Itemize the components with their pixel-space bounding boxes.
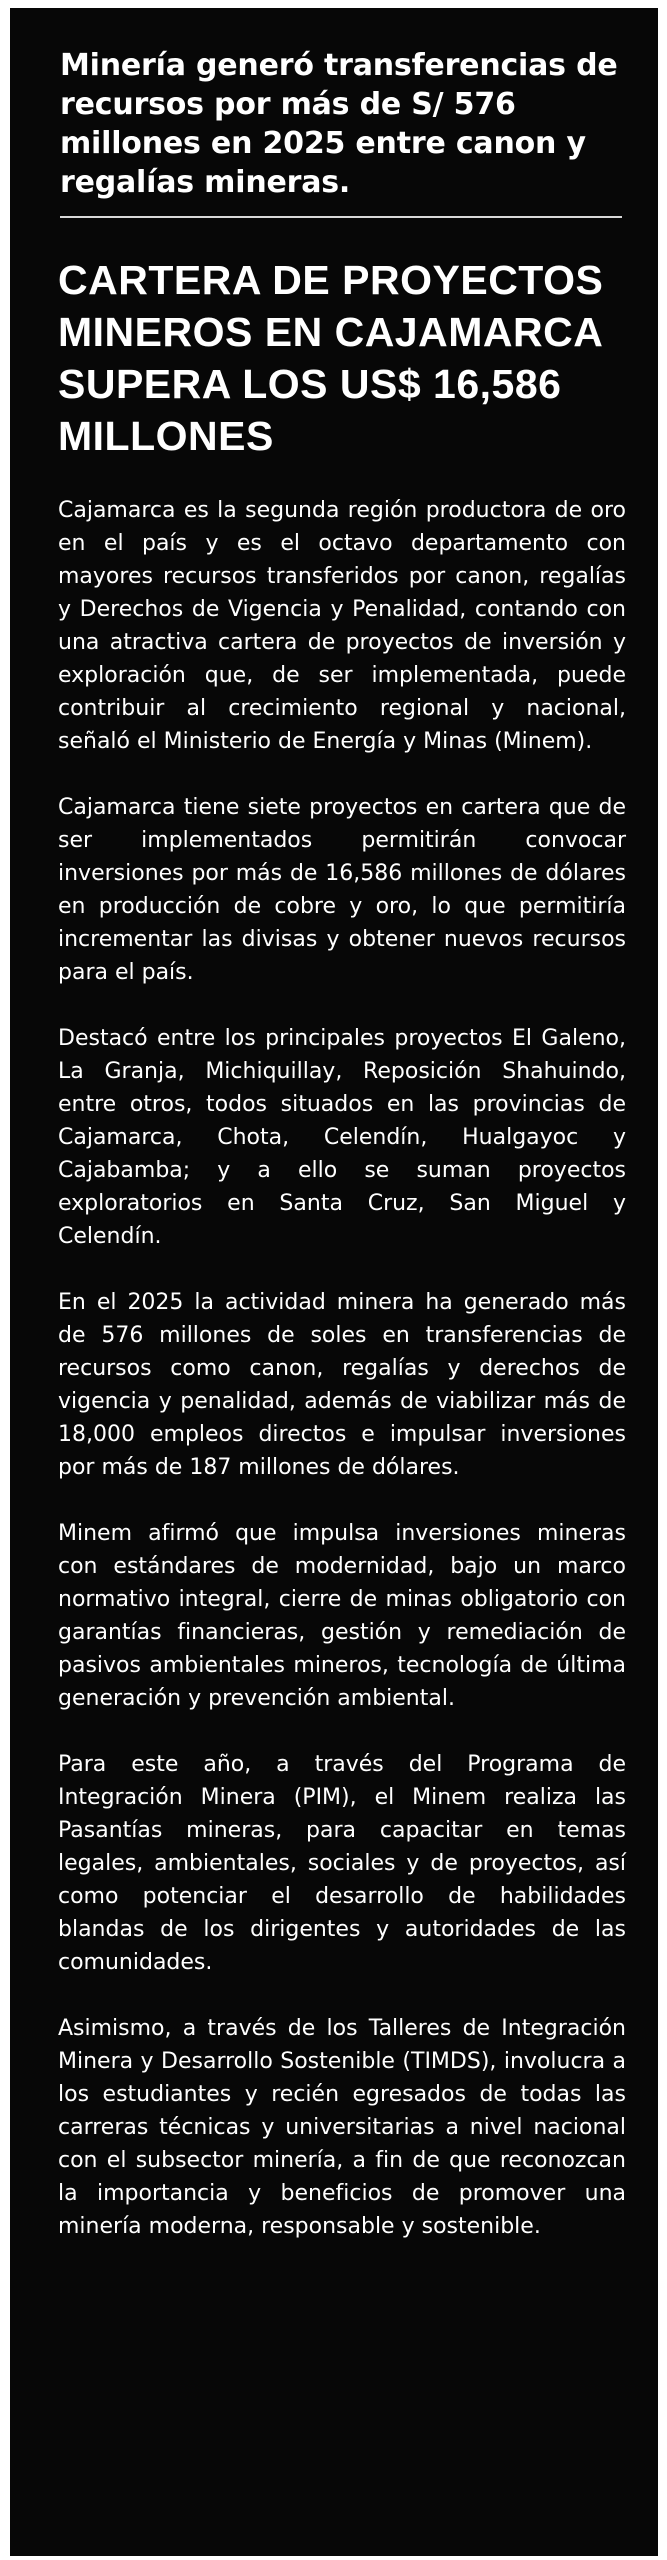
paragraph-4: En el 2025 la actividad minera ha generado más de 576 millones de soles en transferencias de recursos como canon, regalías y derechos de vigencia y penalidad, además de viabilizar más de 18,000 empleos directos e impulsar inversiones por más de 187 millones de dólares. xyxy=(58,1290,626,1480)
paragraph-7: Asimismo, a través de los Talleres de Integración Minera y Desarrollo Sostenible (TIMDS), involucra a los estudiantes y recién egresados de todas las carreras técnicas y universitarias a nivel nacional con el subsector minería, a fin de que reconozcan la importancia y beneficios de promover una minería moderna, responsable y sostenible. xyxy=(58,2016,626,2239)
article-kicker: Minería generó transferencias de recursos por más de S/ 576 millones en 2025 entre canon y regalías mineras. xyxy=(60,48,618,200)
article-panel xyxy=(10,8,658,2556)
divider-rule xyxy=(60,216,622,218)
paragraph-6: Para este año, a través del Programa de Integración Minera (PIM), el Minem realiza las Pasantías mineras, para capacitar en temas legales, ambientales, sociales y de proyectos, así como potenciar el desarrollo de habilidades blandas de los dirigentes y autoridades de las comunidades. xyxy=(58,1752,626,1975)
paragraph-5: Minem afirmó que impulsa inversiones mineras con estándares de modernidad, bajo un marco normativo integral, cierre de minas obligatorio con garantías financieras, gestión y remediación de pasivos ambientales mineros, tecnología de última generación y prevención ambiental. xyxy=(58,1521,626,1711)
article-headline: CARTERA DE PROYECTOS MINEROS EN CAJAMARCA SUPERA LOS US$ 16,586 MILLONES xyxy=(58,257,604,459)
paragraph-3: Destacó entre los principales proyectos El Galeno, La Granja, Michiquillay, Reposición Shahuindo, entre otros, todos situados en las provincias de Cajamarca, Chota, Celendín, Hualgayoc y Cajabamba; y a ello se suman proyectos exploratorios en Santa Cruz, San Miguel y Celendín. xyxy=(58,1026,626,1249)
paragraph-2: Cajamarca tiene siete proyectos en cartera que de ser implementados permitirán convocar inversiones por más de 16,586 millones de dólares en producción de cobre y oro, lo que permitiría incrementar las divisas y obtener nuevos recursos para el país. xyxy=(58,795,626,985)
paragraph-1: Cajamarca es la segunda región productora de oro en el país y es el octavo departamento con mayores recursos transferidos por canon, regalías y Derechos de Vigencia y Penalidad, contando con una atractiva cartera de proyectos de inversión y exploración que, de ser implementada, puede contribuir al crecimiento regional y nacional, señaló el Ministerio de Energía y Minas (Minem). xyxy=(58,498,626,754)
article-body xyxy=(58,494,626,2243)
